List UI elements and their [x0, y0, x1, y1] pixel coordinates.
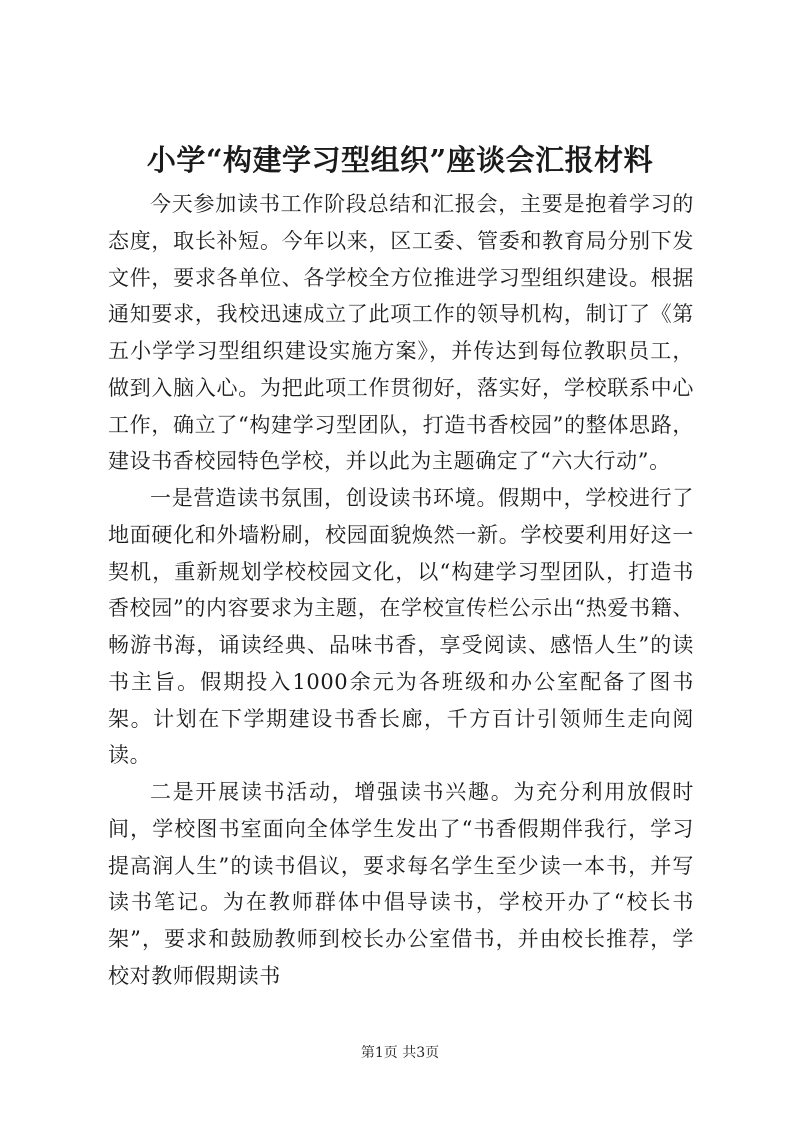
document-body [108, 186, 694, 995]
paragraph-reading-activities: 二是开展读书活动，增强读书兴趣。为充分利用放假时间，学校图书室面向全体学生发出了“书香假期伴我行，学习提高润人生”的读书倡议，要求每名学生至少读一本书，并写读书笔记。为在教师群体中倡导读书，学校开办了“校长书架”，要求和鼓励教师到校长办公室借书，并由校长推荐，学校对教师假期读书 [108, 780, 694, 988]
page-number-footer: 第1页 共3页 [360, 1045, 440, 1061]
document-title: 小学“构建学习型组织”座谈会汇报材料 [146, 143, 654, 177]
paragraph-reading-environment: 一是营造读书氛围，创设读书环境。假期中，学校进行了地面硬化和外墙粉刷，校园面貌焕然一新。学校要利用好这一契机，重新规划学校校园文化，以“构建学习型团队，打造书香校园”的内容要求为主题，在学校宣传栏公示出“热爱书籍、畅游书海，诵读经典、品味书香，享受阅读、感悟人生”的读书主旨。假期投入1000余元为各班级和办公室配备了图书架。计划在下学期建设书香长廊，千方百计引领师生走向阅读。 [108, 486, 694, 768]
paragraph-intro: 今天参加读书工作阶段总结和汇报会，主要是抱着学习的态度，取长补短。今年以来，区工委、管委和教育局分别下发文件，要求各单位、各学校全方位推进学习型组织建设。根据通知要求，我校迅速成立了此项工作的领导机构，制订了《第五小学学习型组织建设实施方案》，并传达到每位教职员工，做到入脑入心。为把此项工作贯彻好，落实好，学校联系中心工作，确立了“构建学习型团队，打造书香校园”的整体思路，建设书香校园特色学校，并以此为主题确定了“六大行动”。 [108, 192, 694, 474]
